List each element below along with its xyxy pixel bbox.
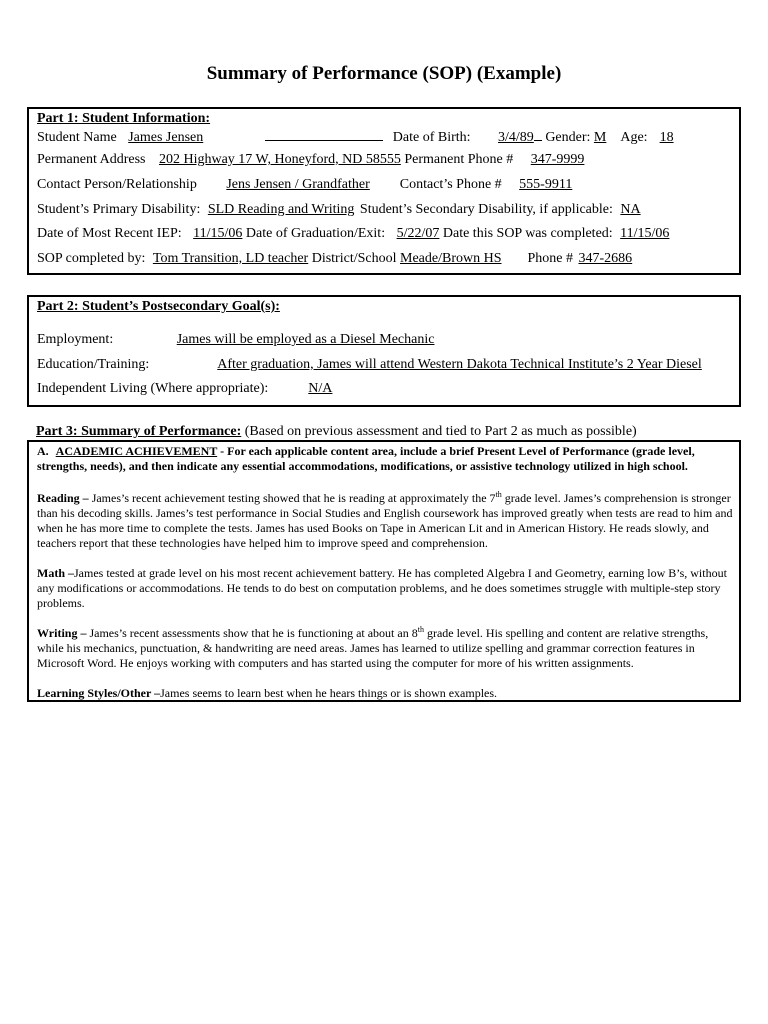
math-paragraph (37, 566, 735, 611)
education-value[interactable]: After graduation, James will attend Western Dakota Technical Institute’s 2 Year Diesel (217, 357, 702, 372)
section-letter: A. (37, 444, 49, 458)
contact-label: Contact Person/Relationship (37, 177, 197, 192)
dob-value[interactable]: 3/4/89 (498, 130, 534, 145)
education-label: Education/Training: (37, 357, 150, 372)
learning-label: Learning Styles/Other – (37, 686, 161, 700)
address-label: Permanent Address (37, 152, 146, 167)
reading-superscript: th (495, 490, 502, 499)
contact-row (37, 177, 624, 193)
part2-heading: Part 2: Student’s Postsecondary Goal(s): (37, 299, 280, 314)
math-text: James tested at grade level on his most recent achievement battery. He has completed Algebra I and Geometry, earning low B’s, without any modifications or accommodations. He tends to do best on computation problems, and he does sometimes struggle with multiple-step story problems. (37, 566, 727, 610)
contact-phone-label: Contact’s Phone # (399, 177, 502, 192)
writing-text-a: James’s recent assessments show that he is functioning at about an 8 (89, 626, 418, 640)
independent-living-label: Independent Living (Where appropriate): (37, 381, 269, 396)
part3-heading-note: (Based on previous assessment and tied to Part 2 as much as possible) (244, 424, 637, 439)
contact-value[interactable]: Jens Jensen / Grandfather (226, 177, 370, 192)
disability-row (37, 202, 667, 218)
school-phone-value[interactable]: 347-2686 (578, 251, 633, 266)
employment-value[interactable]: James will be employed as a Diesel Mechanic (176, 332, 435, 347)
independent-living-value[interactable]: N/A (308, 381, 333, 396)
permanent-phone-value[interactable]: 347-9999 (530, 152, 585, 167)
part1-heading: Part 1: Student Information: (37, 111, 211, 126)
math-label: Math – (37, 566, 74, 580)
student-name-row (37, 128, 686, 146)
part3-heading: Part 3: Summary of Performance: (36, 424, 242, 439)
academic-achievement-title: ACADEMIC ACHIEVEMENT (55, 444, 218, 458)
secondary-disability-label: Student’s Secondary Disability, if applicable: (359, 202, 613, 217)
completed-by-value[interactable]: Tom Transition, LD teacher (152, 251, 309, 266)
writing-paragraph (37, 626, 735, 671)
iep-date[interactable]: 11/15/06 (193, 226, 243, 241)
completed-by-label: SOP completed by: (37, 251, 146, 266)
writing-text-b: grade level. His spelling and content are relative strengths, while his mechanics, punctuation, & handwriting are need areas. James has learned to utilize spelling and grammar correction features in Microsoft Word. He enjoys working with computers and has started using the computer for more of his written assignments. (37, 626, 709, 670)
gender-value[interactable]: M (593, 130, 607, 145)
education-row (37, 357, 702, 373)
summary-of-performance-section (27, 440, 741, 702)
graduation-date[interactable]: 5/22/07 (396, 226, 440, 241)
age-label: Age: (620, 130, 648, 145)
reading-text-a: James’s recent achievement testing showed that he is reading at approximately the 7 (91, 491, 496, 505)
employment-label: Employment: (37, 332, 114, 347)
reading-label: Reading – (37, 491, 89, 505)
graduation-label: Date of Graduation/Exit: (245, 226, 386, 241)
student-information-section (27, 107, 741, 275)
reading-paragraph (37, 491, 735, 551)
independent-living-row (37, 381, 728, 397)
employment-row (37, 332, 673, 348)
section-instructions: - For each applicable content area, include a brief Present Level of Performance (grade level, strengths, needs), and then indicate any essential accommodations, modifications, or assistive technology utilized in high school. (37, 444, 695, 473)
sop-date[interactable]: 11/15/06 (620, 226, 670, 241)
contact-phone-value[interactable]: 555-9911 (519, 177, 573, 192)
part3-heading-row (36, 424, 637, 440)
reading-text-b: grade level. James’s comprehension is stronger than his decoding skills. James’s test performance in Social Studies and English coursework has improved greatly when tests are read to him and when he has more time to complete the tests. James has used Books on Tape in American Lit and in American History. He reads slowly, and teachers report that these technologies have helped him to improve speed and comprehension. (37, 491, 733, 550)
writing-superscript: th (417, 625, 424, 634)
district-label: District/School (311, 251, 397, 266)
school-phone-label: Phone # (527, 251, 573, 266)
age-value[interactable]: 18 (659, 130, 674, 145)
district-value[interactable]: Meade/Brown HS (400, 251, 502, 266)
address-value[interactable]: 202 Highway 17 W, Honeyford, ND 58555 (158, 152, 401, 167)
dob-blank (534, 128, 542, 141)
gender-label: Gender: (545, 130, 591, 145)
secondary-disability-value[interactable]: NA (620, 202, 641, 217)
writing-label: Writing – (37, 626, 87, 640)
address-row (37, 152, 592, 168)
permanent-phone-label: Permanent Phone # (404, 152, 514, 167)
academic-achievement-instructions (37, 444, 735, 474)
completed-by-row (37, 251, 660, 267)
student-name-value[interactable]: James Jensen (128, 130, 204, 145)
dates-row (37, 226, 669, 242)
student-name-blank (265, 128, 383, 141)
postsecondary-goals-section (27, 295, 741, 407)
document-title: Summary of Performance (SOP) (Example) (206, 63, 562, 84)
iep-label: Date of Most Recent IEP: (37, 226, 182, 241)
dob-label: Date of Birth: (392, 130, 471, 145)
student-name-label: Student Name (37, 130, 117, 145)
learning-text: James seems to learn best when he hears things or is shown examples. (160, 686, 498, 700)
primary-disability-value[interactable]: SLD Reading and Writing (207, 202, 355, 217)
primary-disability-label: Student’s Primary Disability: (37, 202, 201, 217)
learning-styles-paragraph (37, 686, 735, 701)
sop-date-label: Date this SOP was completed: (442, 226, 613, 241)
